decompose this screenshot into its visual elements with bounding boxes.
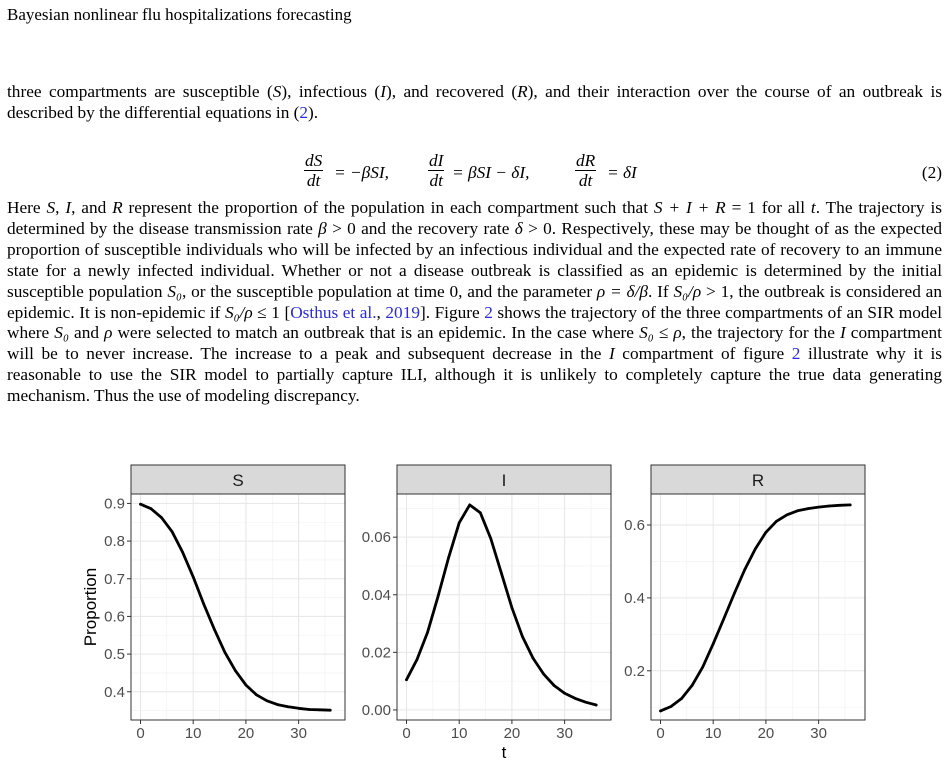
data-point [584, 701, 587, 704]
y-tick-label: 0.8 [104, 533, 125, 551]
facet-strip-label: S [232, 471, 244, 490]
fraction-numerator: dR [576, 151, 596, 170]
data-point [807, 507, 810, 510]
data-point [266, 699, 269, 702]
data-point [468, 504, 471, 507]
math-var: S [272, 82, 282, 101]
fraction-denominator: dt [306, 171, 321, 190]
math-inline: ρ = δ/β [596, 281, 648, 301]
data-point [532, 657, 535, 660]
x-tick-label: 10 [450, 725, 468, 742]
y-tick-label: 0.02 [361, 644, 391, 662]
text-run: three compartments are susceptible ( [7, 82, 273, 101]
y-tick-label: 0.9 [104, 495, 125, 513]
text-run: > 1, the outbreak is considered an epidemic. It is non-epidemic if [7, 281, 942, 322]
x-tick-label: 30 [556, 725, 573, 742]
data-point [234, 669, 237, 672]
text-run: compartment will be to never increase. The increase to a peak and subsequent decrease in the [7, 323, 942, 364]
math-inline: S₀/ρ [224, 302, 253, 322]
data-point [849, 504, 852, 507]
data-point [574, 697, 577, 700]
data-point [712, 643, 715, 646]
y-tick-label: 0.00 [361, 701, 391, 719]
data-point [308, 708, 311, 711]
x-tick-label: 20 [757, 725, 775, 742]
math-var: R [517, 82, 528, 101]
math-var: t [810, 198, 816, 217]
fraction-denominator: dt [429, 171, 443, 190]
text-run: ). [308, 103, 319, 122]
panel-background [397, 494, 611, 720]
data-point [329, 709, 332, 712]
math-var: I [65, 198, 72, 217]
math-var: S₀ [167, 281, 183, 301]
y-tick-label: 0.6 [624, 516, 645, 534]
text-run: illustrate why it is reasonable to use the SIR model to partially capture ILI, although it is unlikely to completely capture the true data generating mechanism. Thus the use of modeling discrepancy. [7, 344, 943, 406]
data-point [192, 576, 195, 579]
math-var: S₀ [54, 323, 69, 343]
citation-author[interactable]: Osthus et al. [290, 302, 377, 322]
data-point [511, 606, 514, 609]
x-tick-label: 20 [503, 725, 521, 742]
x-tick-label: 10 [704, 725, 722, 742]
data-point [838, 504, 841, 507]
data-point [817, 506, 820, 509]
fraction-numerator: dI [429, 151, 444, 170]
y-tick-label: 0.04 [361, 586, 391, 604]
y-tick-label: 0.7 [104, 570, 125, 588]
equation-number: (2) [921, 163, 942, 182]
text-run: , or the susceptible population at time 0, and the parameter [182, 281, 597, 301]
panel-background [131, 494, 345, 720]
data-point [160, 516, 163, 519]
data-point [202, 603, 205, 606]
math-var: S [46, 198, 56, 217]
text-run: ), and their interaction over the course of an outbreak is described by the differential equations in ( [7, 82, 942, 122]
text-run: Here [7, 198, 47, 217]
data-point [171, 530, 174, 533]
text-run: were selected to match an outbreak that is an epidemic. In the case where [112, 323, 640, 343]
data-point [765, 531, 768, 534]
data-point [181, 551, 184, 554]
x-axis-label: t [501, 743, 507, 762]
data-point [437, 595, 440, 598]
data-point [670, 705, 673, 708]
text-run: > 0. Respectively, these may be thought of as the expected proportion of susceptible individuals who will be infected by an infectious individual and the expected rate of recovery to an immune state for a newly infected individual. Whether or not a disease outbreak is classified as an epidemic is determined by the initial susceptible population [7, 218, 943, 301]
data-point [563, 692, 566, 695]
math-var: δ [514, 218, 523, 238]
data-point [150, 507, 153, 510]
text-run: , and [71, 198, 113, 217]
citation-year[interactable]: 2019 [385, 302, 420, 322]
y-tick-label: 0.4 [104, 683, 125, 701]
y-tick-label: 0.06 [361, 529, 391, 547]
text-run: > 0 and the recovery rate [326, 218, 515, 238]
text-run: shows the trajectory of the three compartments of an SIR model where [7, 302, 942, 343]
text-run: ]. Figure [419, 302, 485, 322]
math-var: R [112, 198, 123, 217]
data-point [479, 511, 482, 514]
x-tick-label: 10 [184, 725, 202, 742]
data-point [754, 547, 757, 550]
data-point [680, 697, 683, 700]
data-point [796, 509, 799, 512]
data-point [553, 684, 556, 687]
data-point [213, 628, 216, 631]
equation-rhs-2: = βSI − δI, [452, 163, 530, 182]
math-var: I [608, 344, 615, 364]
data-point [297, 707, 300, 710]
text-run: ≤ 1 [ [252, 302, 291, 322]
math-var: I [839, 323, 846, 343]
facet-strip-label: I [501, 471, 507, 490]
data-point [828, 505, 831, 508]
text-run: . The trajectory is determined by the disease transmission rate [7, 198, 942, 238]
data-point [447, 556, 450, 559]
x-tick-label: 20 [237, 725, 255, 742]
fraction-numerator: dS [305, 151, 323, 170]
data-point [701, 666, 704, 669]
data-point [775, 520, 778, 523]
y-tick-label: 0.6 [104, 608, 125, 626]
text-run: = 1 for all [725, 198, 811, 217]
figure-ref-link[interactable]: 2 [484, 302, 493, 322]
data-point [521, 635, 524, 638]
text-run: , the trajectory for the [681, 323, 840, 343]
text-run: represent the proportion of the population in each compartment such that [122, 198, 654, 217]
fraction-denominator: dt [578, 171, 593, 190]
text-run: ), infectious ( [281, 82, 381, 101]
equation-rhs-3: = δI [607, 163, 637, 182]
running-title: Bayesian nonlinear flu hospitalizations forecasting [7, 5, 352, 24]
figure-ref-link[interactable]: 2 [791, 344, 801, 364]
data-point [426, 631, 429, 634]
data-point [691, 684, 694, 687]
data-point [458, 521, 461, 524]
data-point [786, 513, 789, 516]
data-point [318, 709, 321, 712]
y-tick-label: 0.5 [104, 646, 125, 664]
equation-rhs-1: = −βSI, [334, 163, 389, 182]
math-var: I [380, 82, 386, 101]
text-run: and [68, 323, 105, 343]
data-point [245, 684, 248, 687]
math-inline: S₀ ≤ ρ [639, 323, 682, 343]
data-point [224, 651, 227, 654]
data-point [733, 592, 736, 595]
x-tick-label: 0 [656, 725, 665, 742]
facet-strip-label: R [751, 471, 765, 490]
text-run: . If [647, 281, 674, 301]
data-point [542, 673, 545, 676]
text-run: compartment of figure [614, 344, 792, 364]
math-inline: S + I + R [653, 198, 726, 217]
math-var: ρ [104, 323, 113, 343]
data-point [139, 503, 142, 506]
data-point [659, 710, 662, 713]
math-inline: S₀/ρ [673, 281, 702, 301]
data-point [595, 704, 598, 707]
equation-ref-link[interactable]: 2 [299, 103, 309, 122]
data-point [255, 693, 258, 696]
data-point [276, 703, 279, 706]
x-tick-label: 30 [810, 725, 827, 742]
data-point [722, 618, 725, 621]
y-axis-label: Proportion [81, 567, 100, 647]
panel-background [651, 494, 865, 720]
x-tick-label: 30 [290, 725, 307, 742]
citation-separator: , [376, 302, 386, 322]
y-tick-label: 0.2 [624, 662, 645, 680]
x-tick-label: 0 [402, 725, 411, 742]
x-tick-label: 0 [136, 725, 145, 742]
math-var: β [318, 218, 327, 238]
data-point [405, 678, 408, 681]
text-run: , [55, 198, 66, 217]
data-point [416, 658, 419, 661]
data-point [744, 568, 747, 571]
data-point [500, 572, 503, 575]
y-tick-label: 0.4 [624, 589, 645, 607]
data-point [287, 706, 290, 709]
data-point [490, 537, 493, 540]
text-run: ), and recovered ( [385, 82, 518, 101]
